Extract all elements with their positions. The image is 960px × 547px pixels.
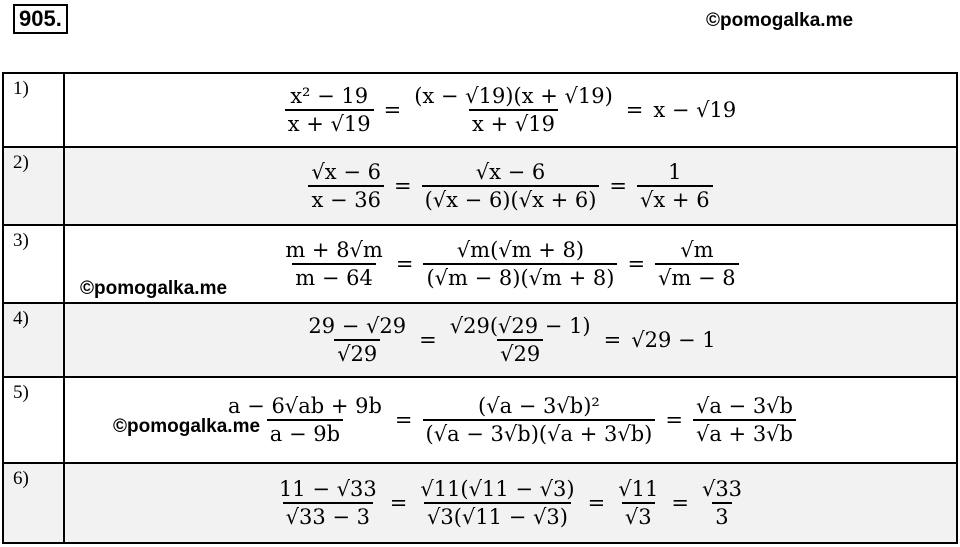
equals-sign: = (665, 408, 683, 432)
solution-row (3, 73, 957, 147)
solution-row (3, 303, 957, 377)
equation (276, 477, 745, 529)
numerator: √11(√11 − √3) (420, 477, 575, 501)
equals-sign: = (587, 491, 606, 515)
numerator: √x − 6 (311, 160, 381, 184)
equals-sign: = (394, 408, 413, 432)
denominator: a − 9b (267, 419, 343, 446)
equals-sign: = (671, 491, 689, 515)
equation (308, 160, 712, 212)
watermark-row-3: ©pomogalka.me (80, 278, 228, 299)
row-expression (64, 73, 957, 147)
fraction (447, 314, 594, 366)
denominator: 3 (712, 502, 731, 529)
numerator: √x − 6 (475, 160, 546, 184)
denominator: √x + 6 (637, 185, 713, 212)
numerator: √a − 3√b (695, 394, 794, 418)
row-expression (64, 147, 957, 225)
fraction (285, 84, 374, 136)
numerator: 29 − √29 (308, 314, 407, 338)
row-index: 1) (3, 73, 64, 147)
solutions-table (2, 72, 958, 544)
solution-row (3, 463, 957, 543)
numerator: 1 (668, 160, 682, 184)
equation (282, 238, 738, 290)
equals-sign: = (395, 252, 414, 276)
numerator: √11 (618, 477, 659, 501)
equals-sign: = (419, 328, 437, 352)
problem-number: 905. (13, 4, 68, 34)
denominator: (√a − 3√b)(√a + 3√b) (423, 419, 656, 446)
row-index: 2) (3, 147, 64, 225)
equals-sign: = (393, 174, 412, 198)
fraction (417, 477, 577, 529)
equals-sign: = (627, 252, 646, 276)
equals-sign: = (625, 98, 644, 122)
row-expression (64, 463, 957, 543)
fraction (276, 477, 380, 529)
equals-sign: = (389, 491, 408, 515)
fraction (422, 160, 600, 212)
fraction (308, 160, 384, 212)
numerator: √m (680, 238, 714, 262)
numerator: √33 (701, 477, 743, 501)
fraction (699, 477, 745, 529)
equation (285, 84, 737, 136)
fraction (655, 238, 739, 290)
row-index: 3) (3, 225, 64, 303)
solution-row (3, 147, 957, 225)
numerator: a − 6√ab + 9b (227, 394, 382, 418)
row-index: 5) (3, 377, 64, 463)
equation (225, 394, 796, 446)
denominator: √3 (622, 502, 655, 529)
fraction (637, 160, 713, 212)
denominator: √a + 3√b (693, 419, 796, 446)
expression-term: √29 − 1 (631, 328, 716, 352)
fraction (423, 394, 656, 446)
denominator: (√x − 6)(√x + 6) (422, 185, 600, 212)
denominator: x − 36 (308, 185, 384, 212)
numerator: m + 8√m (285, 238, 383, 262)
numerator: √m(√m + 8) (456, 238, 585, 262)
numerator: x² − 19 (290, 84, 369, 108)
fraction (282, 238, 386, 290)
fraction (615, 477, 661, 529)
denominator: √29 (334, 339, 380, 366)
fraction (423, 238, 617, 290)
numerator: 11 − √33 (278, 477, 377, 501)
watermark-row-5: ©pomogalka.me (113, 416, 261, 437)
denominator: √m − 8 (655, 263, 739, 290)
denominator: √3(√11 − √3) (424, 502, 571, 529)
watermark-top: ©pomogalka.me (706, 10, 854, 31)
denominator: √29 (497, 339, 543, 366)
numerator: √29(√29 − 1) (449, 314, 591, 338)
denominator: x + √19 (285, 109, 374, 136)
row-index: 6) (3, 463, 64, 543)
fraction (693, 394, 796, 446)
row-expression (64, 303, 957, 377)
denominator: √33 − 3 (283, 502, 373, 529)
equals-sign: = (383, 98, 402, 122)
denominator: x + √19 (469, 109, 558, 136)
fraction (411, 84, 616, 136)
numerator: (√a − 3√b)² (478, 394, 600, 418)
row-index: 4) (3, 303, 64, 377)
numerator: (x − √19)(x + √19) (414, 84, 613, 108)
equals-sign: = (603, 328, 622, 352)
denominator: (√m − 8)(√m + 8) (423, 263, 617, 290)
expression-term: x − √19 (653, 98, 737, 122)
equals-sign: = (609, 174, 628, 198)
fraction (305, 314, 409, 366)
equation (305, 314, 715, 366)
denominator: m − 64 (292, 263, 376, 290)
